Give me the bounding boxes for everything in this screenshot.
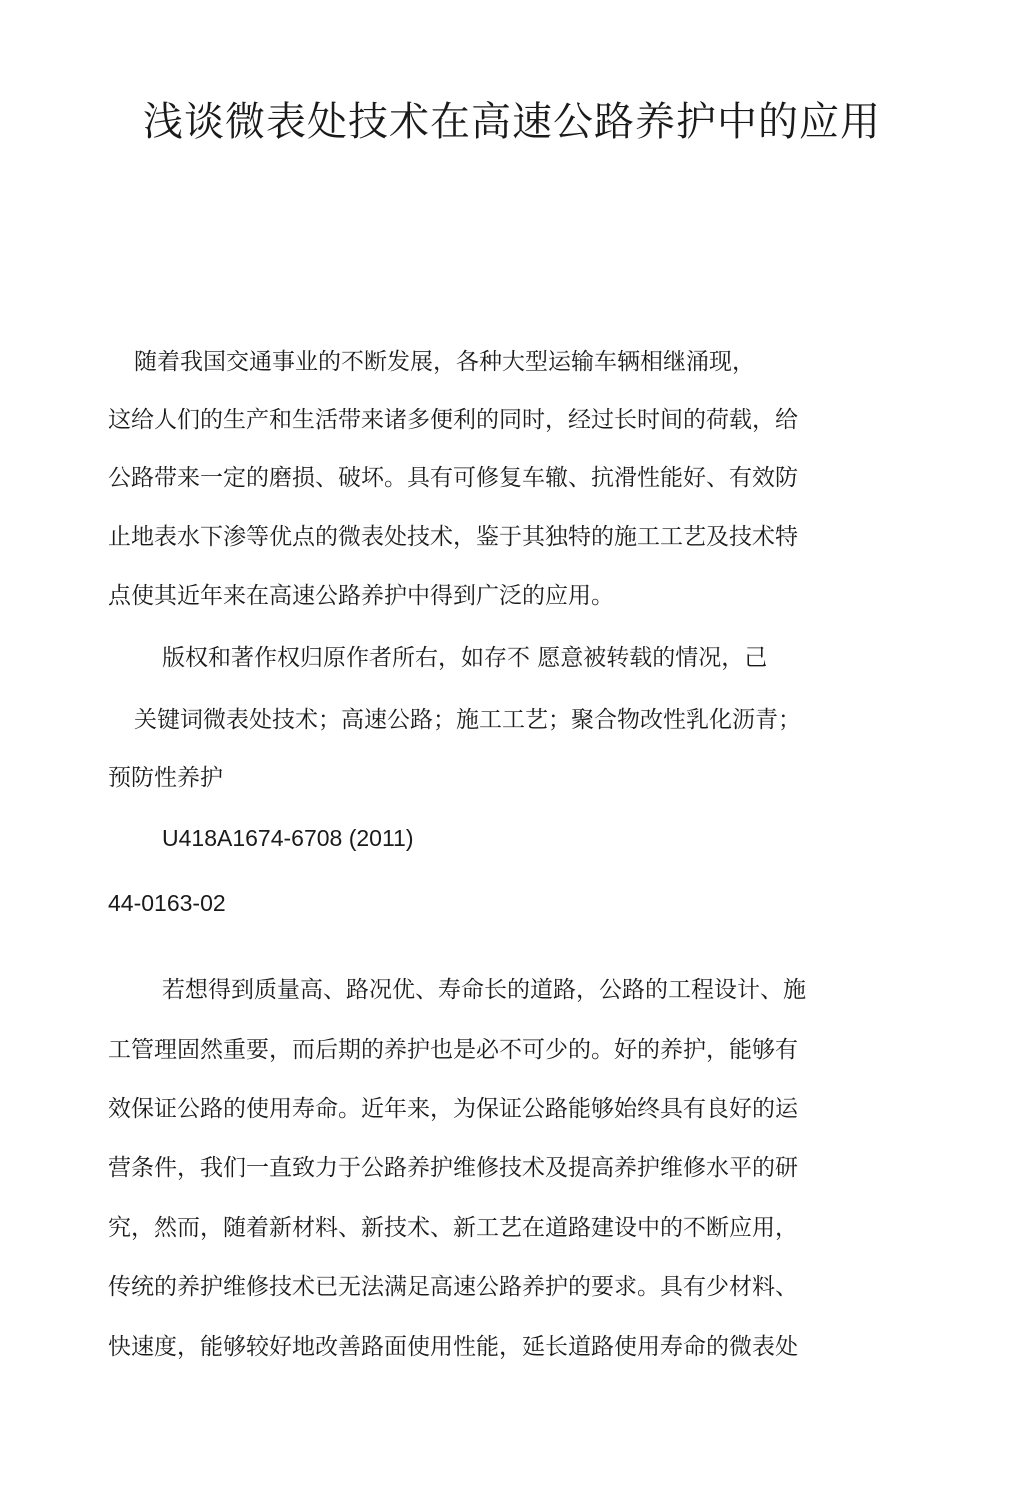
body-line: 工管理固然重要，而后期的养护也是必不可少的。好的养护，能够有: [108, 1037, 798, 1063]
abstract-line: 这给人们的生产和生活带来诸多便利的同时，经过长时间的荷载，给: [108, 407, 798, 433]
copyright-line: 版权和著作权归原作者所右，如存不 愿意被转载的情况，己: [162, 645, 768, 671]
document-title: 浅谈微表处技术在高速公路养护中的应用: [143, 99, 881, 145]
abstract-line: 随着我国交通事业的不断发展，各种大型运输车辆相继涌现，: [134, 349, 755, 375]
abstract-line: 点使其近年来在高速公路养护中得到广泛的应用。: [108, 583, 614, 609]
classification-line: 44-0163-02: [108, 890, 226, 916]
body-line: 究，然而，随着新材料、新技术、新工艺在道路建设中的不断应用，: [108, 1215, 798, 1241]
body-line: 效保证公路的使用寿命。近年来，为保证公路能够始终具有良好的运: [108, 1096, 798, 1122]
keywords-line: 预防性养护: [108, 765, 223, 791]
abstract-line: 止地表水下渗等优点的微表处技术，鉴于其独特的施工工艺及技术特: [108, 524, 798, 550]
body-line: 快速度，能够较好地改善路面使用性能，延长道路使用寿命的微表处: [108, 1334, 798, 1360]
body-line: 营条件，我们一直致力于公路养护维修技术及提高养护维修水平的研: [108, 1155, 798, 1181]
body-line: 传统的养护维修技术已无法满足高速公路养护的要求。具有少材料、: [108, 1274, 798, 1300]
classification-line: U418A1674-6708 (2011): [162, 825, 414, 851]
body-line: 若想得到质量高、路况优、寿命长的道路，公路的工程设计、施: [162, 977, 806, 1003]
abstract-line: 公路带来一定的磨损、破坏。具有可修复车辙、抗滑性能好、有效防: [108, 465, 798, 491]
keywords-line: 关键词微表处技术；高速公路；施工工艺；聚合物改性乳化沥青；: [134, 707, 801, 733]
